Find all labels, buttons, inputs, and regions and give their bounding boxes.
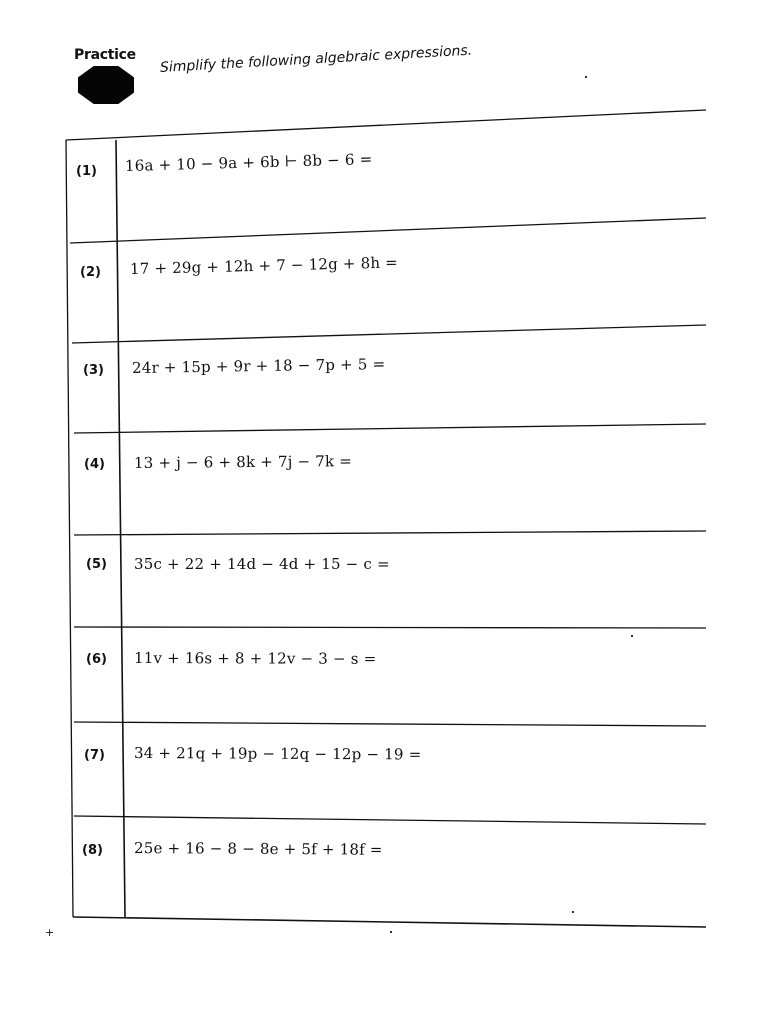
scan-speck <box>631 635 633 637</box>
row-divider-2 <box>72 325 706 343</box>
problem-expression-5: 35c + 22 + 14d − 4d + 15 − c = <box>134 555 390 573</box>
problem-number-6: (6) <box>86 652 107 667</box>
corner-mark: + <box>45 926 55 939</box>
row-divider-4 <box>74 531 706 535</box>
row-divider-5 <box>74 627 706 628</box>
instruction-text: Simplify the following algebraic expressions. <box>159 42 473 76</box>
problem-expression-8: 25e + 16 − 8 − 8e + 5f + 18f = <box>133 839 383 859</box>
problem-number-1: (1) <box>76 164 97 179</box>
problem-number-8: (8) <box>82 843 103 858</box>
row-divider-1 <box>70 218 706 243</box>
row-divider-6 <box>74 722 706 726</box>
scan-speck <box>390 931 392 933</box>
table-left-border <box>66 140 73 917</box>
problem-expression-4: 13 + j − 6 + 8k + 7j − 7k = <box>133 452 353 472</box>
problem-number-5: (5) <box>86 557 107 572</box>
problem-number-2: (2) <box>80 265 101 280</box>
row-divider-7 <box>74 816 706 824</box>
problem-expression-2: 17 + 29g + 12h + 7 − 12g + 8h = <box>129 253 399 278</box>
table-top-border <box>66 110 706 140</box>
scan-speck <box>572 911 574 913</box>
scan-speck <box>585 76 587 78</box>
column-divider <box>116 140 125 917</box>
problem-number-4: (4) <box>84 457 105 472</box>
row-divider-3 <box>74 424 706 433</box>
problem-number-3: (3) <box>83 363 104 378</box>
problem-expression-1: 16a + 10 − 9a + 6b ⊢ 8b − 6 = <box>124 150 373 175</box>
problem-number-7: (7) <box>84 748 105 763</box>
table-bottom-border <box>73 917 706 927</box>
problem-expression-7: 34 + 21q + 19p − 12q − 12p − 19 = <box>133 744 422 764</box>
problem-expression-3: 24r + 15p + 9r + 18 − 7p + 5 = <box>131 355 386 377</box>
practice-label: Practice <box>74 47 136 63</box>
problem-expression-6: 11v + 16s + 8 + 12v − 3 − s = <box>133 649 377 668</box>
